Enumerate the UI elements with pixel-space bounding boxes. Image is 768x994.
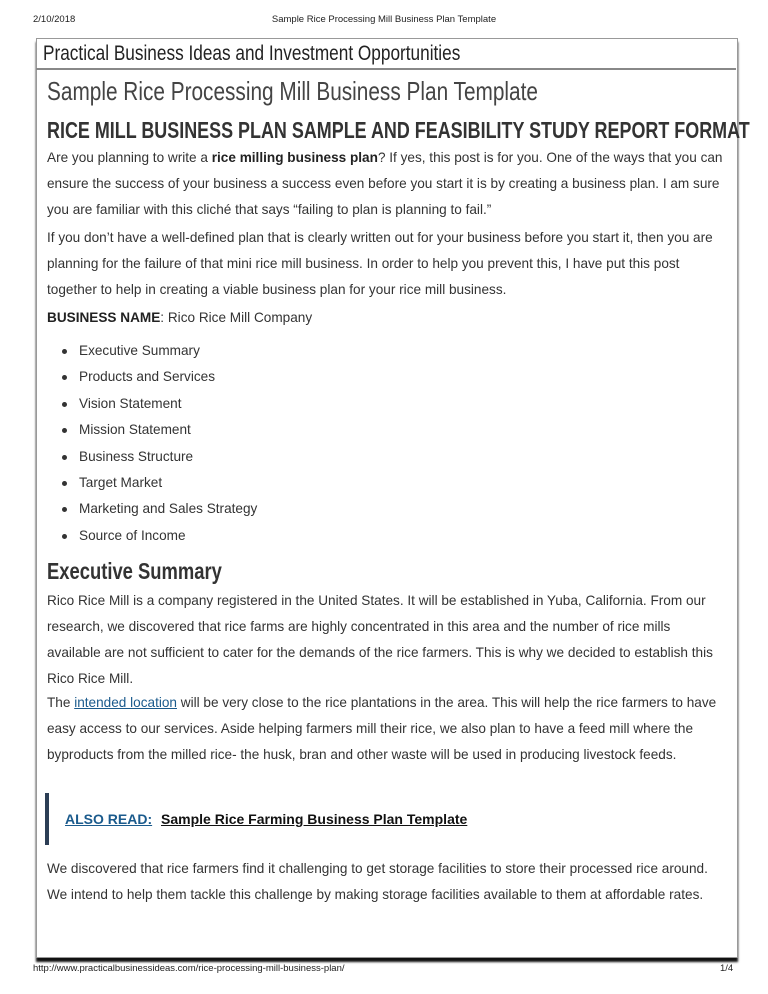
also-read-label: ALSO READ:	[65, 811, 153, 827]
toc-item: Mission Statement	[47, 417, 727, 443]
site-title-text: Practical Business Ideas and Investment Opportunities	[43, 42, 461, 65]
executive-summary-paragraph-3: We discovered that rice farmers find it challenging to get storage facilities to store their processed rice around. We intend to help them tackle this challenge by making storage facilities available to them at affordable rates.	[47, 861, 708, 902]
subtitle-heading	[47, 117, 768, 144]
toc-list	[47, 338, 727, 549]
toc-item: Source of Income	[47, 523, 727, 549]
page-number: 1/4	[720, 963, 734, 974]
post-title	[47, 76, 661, 107]
toc-item: Target Market	[47, 470, 727, 496]
executive-summary-paragraph-2: The intended location will be very close to the rice plantations in the area. This will help the rice farmers to have easy access to our services. Aside helping farmers mill their rice, we also plan to have a feed mill where the byproducts from the milled rice- the husk, bran and other waste will be used in producing livestock feeds.	[47, 695, 717, 762]
intro-paragraph-1: Are you planning to write a rice milling business plan? If yes, this post is for you. One of the ways that you can ensure the success of your business a success even before you start it is by creating a business plan. I am sure you are familiar with this cliché that says “failing to plan is planning to fail.”	[47, 150, 723, 217]
executive-summary-paragraph-1: Rico Rice Mill is a company registered in the United States. It will be established in Yuba, California. From our research, we discovered that rice farms are highly concentrated in this area and the number of rice mills available are not sufficient to cater for the demands of the rice farmers. This is why we decided to establish this Rico Rice Mill.	[47, 593, 713, 686]
toc-item: Vision Statement	[47, 391, 727, 417]
also-read-link[interactable]: Sample Rice Farming Business Plan Template	[161, 811, 468, 827]
business-name: BUSINESS NAME: Rico Rice Mill Company	[47, 310, 313, 325]
toc-item: Executive Summary	[47, 338, 727, 364]
toc-item: Business Structure	[47, 444, 727, 470]
subtitle-text: RICE MILL BUSINESS PLAN SAMPLE AND FEASIBILITY STUDY REPORT FORMAT	[47, 117, 750, 143]
footer-url: http://www.practicalbusinessideas.com/rice-processing-mill-business-plan/	[33, 963, 345, 974]
executive-summary-heading: Executive Summary	[47, 558, 222, 584]
site-title[interactable]	[43, 42, 552, 66]
intro-paragraph-2: If you don’t have a well-defined plan that is clearly written out for your business before you start it, then you are planning for the failure of that mini rice mill business. In order to help you prevent this, I have put this post together to help in creating a viable business plan for your rice mill business.	[47, 230, 713, 297]
also-read-box	[45, 793, 665, 845]
toc-item: Products and Services	[47, 364, 727, 390]
toc-item: Marketing and Sales Strategy	[47, 496, 727, 522]
intended-location-link[interactable]: intended location	[74, 695, 177, 710]
print-title: Sample Rice Processing Mill Business Plan Template	[271, 14, 497, 25]
post-title-text: Sample Rice Processing Mill Business Plan Template	[47, 76, 538, 106]
print-date: 2/10/2018	[33, 14, 76, 25]
